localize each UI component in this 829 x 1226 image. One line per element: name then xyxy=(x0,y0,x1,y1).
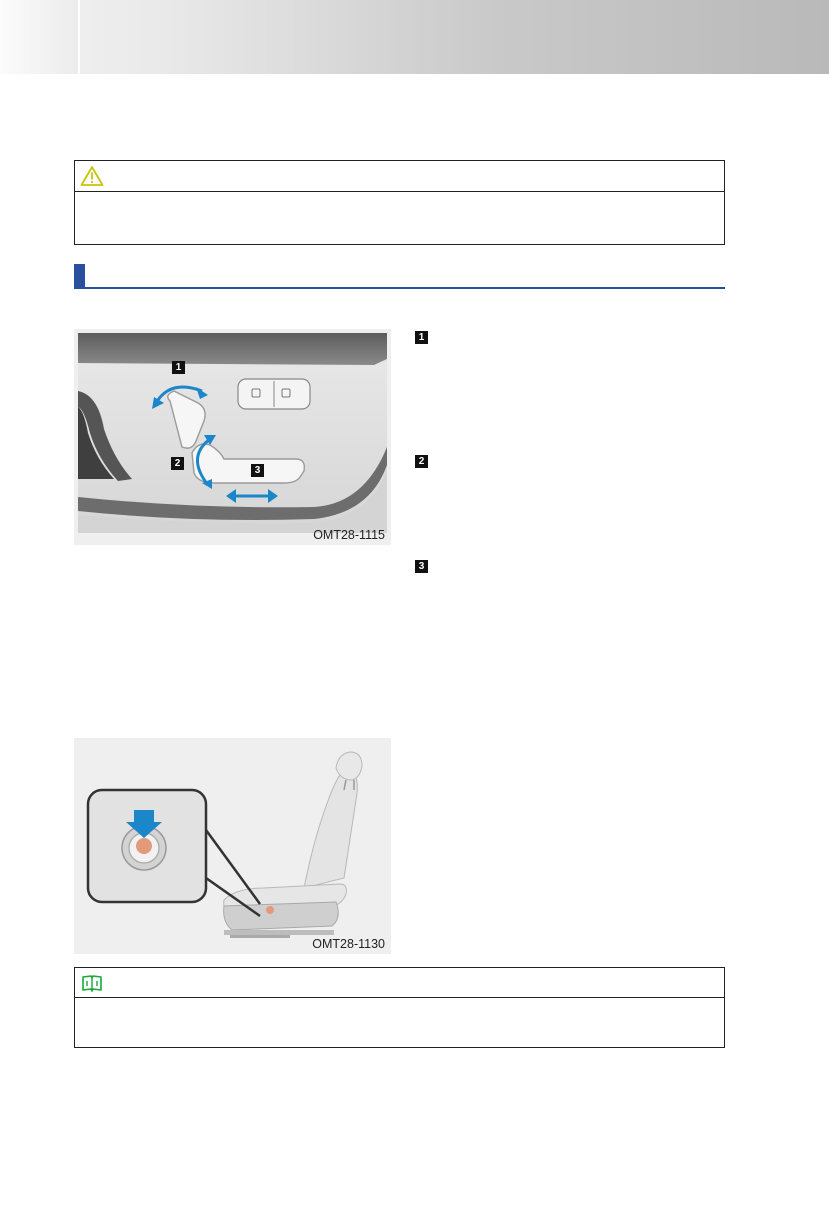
step-marker-3: 3 xyxy=(415,560,428,573)
figure-caption: OMT28-1115 xyxy=(313,528,385,542)
section-heading-marker xyxy=(74,264,85,288)
warning-triangle-icon xyxy=(80,165,104,187)
warning-box xyxy=(74,160,725,245)
information-box-header xyxy=(75,968,724,998)
warning-box-header xyxy=(75,161,724,192)
seat-button-illustration xyxy=(74,738,391,954)
figure-caption: OMT28-1130 xyxy=(312,937,385,951)
figure-seat-control-switch xyxy=(74,329,391,545)
callout-2: 2 xyxy=(171,457,184,470)
figure-seat-button xyxy=(74,738,391,954)
page-header-band xyxy=(0,0,829,74)
step-marker-2: 2 xyxy=(415,455,428,468)
callout-1: 1 xyxy=(172,361,185,374)
step-marker-1: 1 xyxy=(415,331,428,344)
chapter-tab xyxy=(0,0,78,74)
info-book-icon xyxy=(80,972,104,994)
information-box xyxy=(74,967,725,1048)
seat-switch-illustration xyxy=(74,329,391,545)
section-heading-rule xyxy=(74,287,725,289)
callout-3: 3 xyxy=(251,464,264,477)
header-divider xyxy=(78,0,80,74)
